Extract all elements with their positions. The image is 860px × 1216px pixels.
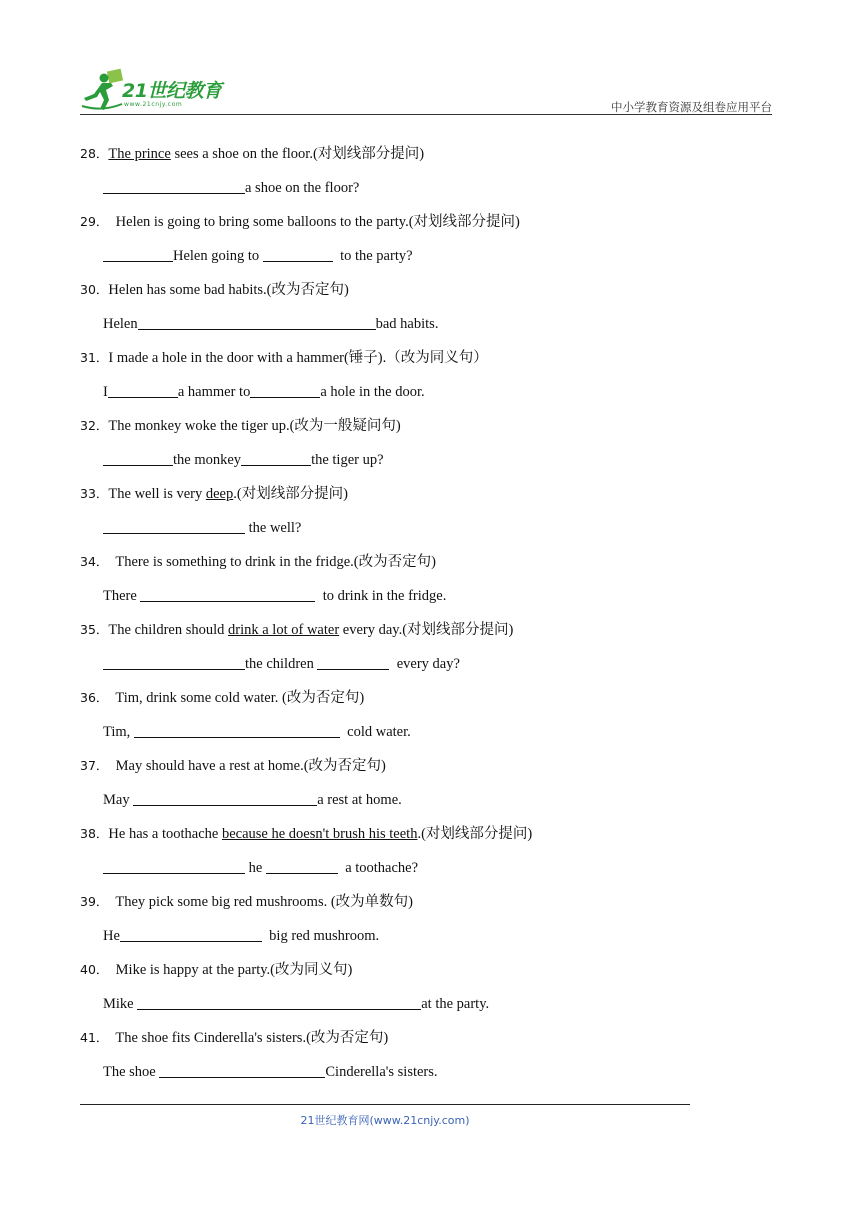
answer-line-40: Mike at the party.	[103, 996, 490, 1012]
question-39: 39． They pick some big red mushrooms. (改为单数句)	[80, 894, 414, 910]
answer-blank[interactable]	[103, 858, 245, 874]
answer-blank[interactable]	[103, 450, 173, 466]
exercise-list	[80, 137, 780, 1089]
question-40: 40． Mike is happy at the party.(改为同义句)	[80, 962, 353, 978]
footer-divider	[80, 1104, 690, 1105]
question-30: 30．Helen has some bad habits.(改为否定句)	[80, 282, 349, 298]
question-38: 38．He has a toothache because he doesn't brush his teeth.(对划线部分提问)	[80, 826, 533, 842]
answer-line-37: May a rest at home.	[103, 792, 402, 808]
logo-text: 21世纪教育	[122, 80, 222, 102]
answer-line-39: He big red mushroom.	[103, 928, 380, 944]
answer-line-28: a shoe on the floor?	[80, 171, 780, 205]
answer-blank[interactable]	[137, 994, 421, 1010]
answer-blank[interactable]	[108, 382, 178, 398]
answer-line-35: the children every day?	[80, 647, 780, 681]
answer-blank[interactable]	[134, 722, 340, 738]
question-31: 31．I made a hole in the door with a hammer(锤子).（改为同义句）	[80, 350, 488, 366]
answer-blank[interactable]	[250, 382, 320, 398]
answer-line-32: the monkey the tiger up?	[80, 443, 780, 477]
answer-line-33: the well?	[80, 511, 780, 545]
underlined-part: deep	[205, 486, 234, 502]
answer-blank[interactable]	[241, 450, 311, 466]
logo-subtext: www.21cnjy.com	[124, 101, 183, 108]
header-divider	[80, 114, 772, 115]
page-header	[80, 64, 772, 116]
question-41: 41． The shoe fits Cinderella's sisters.(改为否定句)	[80, 1030, 389, 1046]
answer-line-36: Tim, cold water.	[103, 724, 411, 740]
platform-title: 中小学教育资源及组卷应用平台	[611, 100, 772, 114]
answer-blank[interactable]	[159, 1062, 325, 1078]
runner-logo-icon	[80, 68, 124, 112]
footer-link[interactable]: 21世纪教育网(www.21cnjy.com)	[300, 1114, 470, 1127]
question-34: 34． There is something to drink in the fridge.(改为否定句)	[80, 554, 436, 570]
underlined-part: The prince	[108, 146, 171, 162]
answer-blank[interactable]	[103, 518, 245, 534]
answer-blank[interactable]	[317, 654, 389, 670]
answer-blank[interactable]	[103, 654, 245, 670]
answer-blank[interactable]	[133, 790, 317, 806]
underlined-part: because he doesn't brush his teeth	[221, 826, 418, 842]
answer-line-29: Helen going to to the party?	[80, 239, 780, 273]
question-35: 35．The children should drink a lot of water every day.(对划线部分提问)	[80, 622, 514, 638]
answer-blank[interactable]	[263, 246, 333, 262]
question-33: 33．The well is very deep.(对划线部分提问)	[80, 486, 349, 502]
answer-line-34: There to drink in the fridge.	[103, 588, 447, 604]
question-29: 29． Helen is going to bring some balloons to the party.(对划线部分提问)	[80, 214, 520, 230]
answer-blank[interactable]	[138, 314, 376, 330]
question-36: 36． Tim, drink some cold water. (改为否定句)	[80, 690, 365, 706]
answer-blank[interactable]	[103, 178, 245, 194]
question-32: 32．The monkey woke the tiger up.(改为一般疑问句)	[80, 418, 401, 434]
answer-line-38: he a toothache?	[80, 851, 780, 885]
underlined-part: drink a lot of water	[228, 622, 340, 638]
question-28: 28．The prince sees a shoe on the floor.(对划线部分提问)	[80, 146, 425, 162]
answer-blank[interactable]	[120, 926, 262, 942]
answer-blank[interactable]	[140, 586, 315, 602]
answer-line-30: Helen bad habits.	[103, 316, 439, 332]
answer-line-31: I a hammer to a hole in the door.	[103, 384, 425, 400]
question-37: 37． May should have a rest at home.(改为否定句)	[80, 758, 386, 774]
answer-line-41: The shoe Cinderella's sisters.	[103, 1064, 438, 1080]
answer-blank[interactable]	[266, 858, 338, 874]
answer-blank[interactable]	[103, 246, 173, 262]
site-logo	[80, 64, 250, 112]
